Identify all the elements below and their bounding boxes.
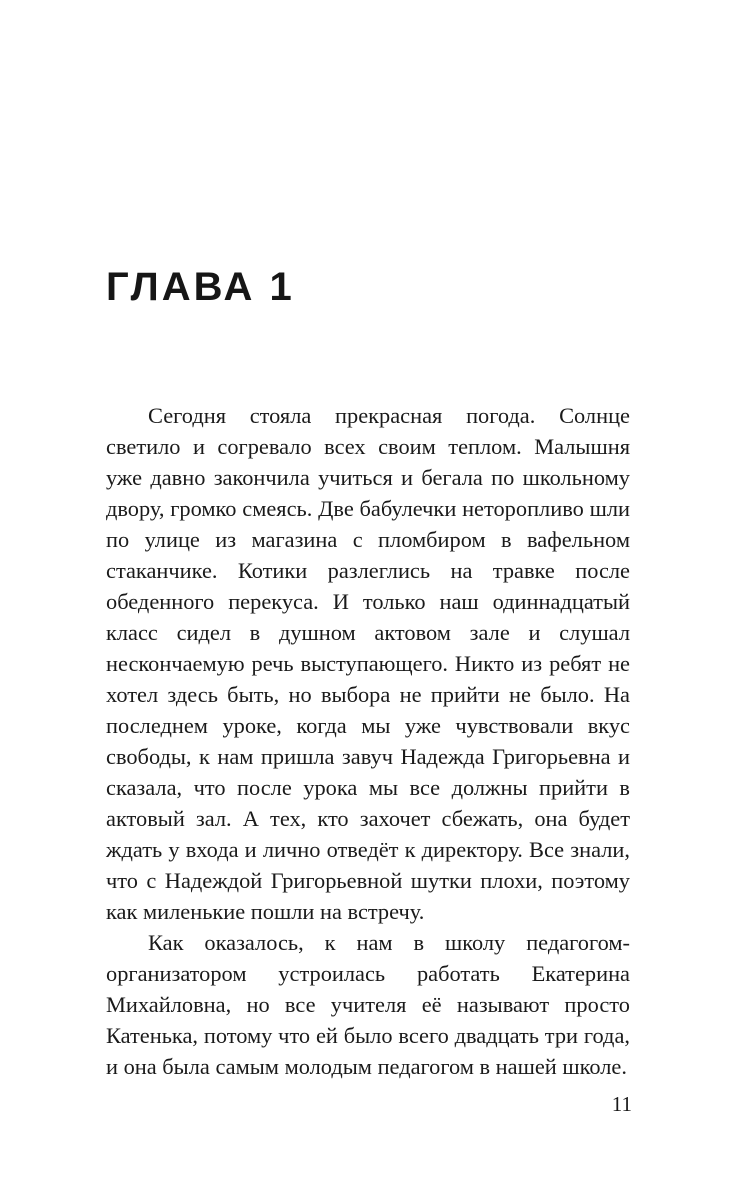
page-number: 11 [611, 1092, 632, 1116]
chapter-body [106, 400, 630, 1082]
paragraph: Сегодня стояла прекрасная погода. Солнце светило и согревало всех своим теплом. Малышня уже давно закончила учиться и бегала по школьному двору, громко смеясь. Две бабулечки неторопливо шли по улице из магазина с пломбиром в вафельном стаканчике. Котики разлеглись на травке после обеденного перекуса. И только наш одиннадцатый класс сидел в душном актовом зале и слушал нескончаемую речь выступающего. Никто из ребят не хотел здесь быть, но выбора не прийти не было. На последнем уроке, когда мы уже чувствовали вкус свободы, к нам пришла завуч Надежда Григорьевна и сказала, что после урока мы все должны прийти в актовый зал. А тех, кто захочет сбежать, она будет ждать у входа и лично отведёт к директору. Все знали, что с Надеждой Григорьевной шутки плохи, поэтому как миленькие пошли на встречу. [106, 403, 630, 924]
chapter-title: ГЛАВА 1 [106, 265, 295, 309]
paragraph: Как оказалось, к нам в школу педагогом-организатором устроилась работать Екатерина Михайловна, но все учителя её называют просто Катенька, потому что ей было всего двадцать три года, и она была самым молодым педагогом в нашей школе. [106, 930, 630, 1079]
